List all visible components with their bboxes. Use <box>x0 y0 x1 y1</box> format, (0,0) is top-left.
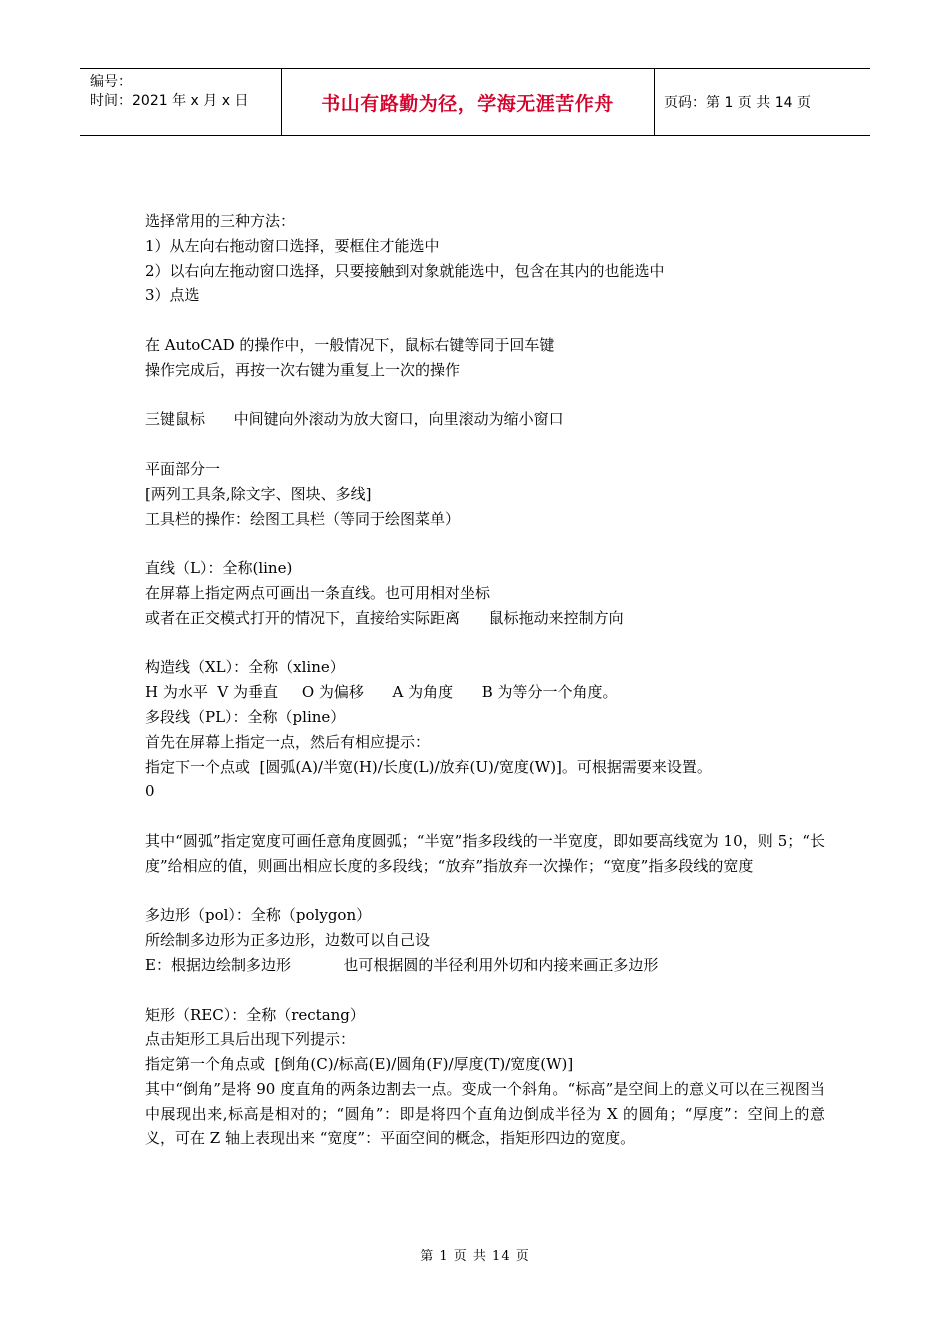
document-header <box>80 68 870 136</box>
command-heading: 多段线（PL）：全称（pline） <box>145 707 346 726</box>
text-line: 首先在屏幕上指定一点，然后有相应提示： <box>145 732 431 751</box>
text-line: H 为水平 V 为垂直 O 为偏移 A 为角度 B 为等分一个角度。 <box>145 683 618 702</box>
text-line: 0 <box>145 782 155 801</box>
blank-line <box>145 531 825 556</box>
text-line: 三键鼠标 中间键向外滚动为放大窗口，向里滚动为缩小窗口 <box>145 410 564 429</box>
command-heading: 矩形（REC）：全称（rectang） <box>145 1005 365 1024</box>
command-heading: 多边形（pol）：全称（polygon） <box>145 906 372 925</box>
text-line: 所绘制多边形为正多边形，边数可以自己设 <box>145 931 431 950</box>
command-heading: 直线（L）：全称(line) <box>145 559 293 578</box>
blank-line <box>145 631 825 656</box>
text-line: [两列工具条,除文字、图块、多线] <box>145 484 372 503</box>
text-line: 或者在正交模式打开的情况下，直接给实际距离 鼠标拖动来控制方向 <box>145 608 624 627</box>
text-line: 在屏幕上指定两点可画出一条直线。也可用相对坐标 <box>145 583 491 602</box>
date-label: 时间：2021 年 x 月 x 日 <box>90 93 249 109</box>
blank-line <box>145 804 825 829</box>
blank-line <box>145 383 825 408</box>
header-motto: 书山有路勤为径，学海无涯苦作舟 <box>321 92 614 115</box>
blank-line <box>145 308 825 333</box>
header-meta <box>90 73 248 111</box>
paragraph: 其中“倒角”是将 90 度直角的两条边割去一点。变成一个斜角。“标高”是空间上的意义可以在三视图当中展现出来,标高是相对的；“圆角”：即是将四个直角边倒成半径为 X 的圆角；“厚度”：空间上的意义，可在 Z 轴上表现出来 “宽度”：平面空间的概念，指矩形四边的宽度。 <box>145 1079 825 1148</box>
text-line: 指定第一个角点或 [倒角(C)/标高(E)/圆角(F)/厚度(T)/宽度(W)] <box>145 1055 574 1074</box>
header-divider-right <box>654 69 655 135</box>
text-line: 选择常用的三种方法： <box>145 212 296 230</box>
text-line: 点击矩形工具后出现下列提示： <box>145 1030 356 1049</box>
text-line: 在 AutoCAD 的操作中，一般情况下，鼠标右键等同于回车键 <box>145 335 555 354</box>
header-page-info: 页码：第 1 页 共 14 页 <box>664 95 811 111</box>
blank-line <box>145 879 825 904</box>
text-line: 1）从左向右拖动窗口选择，要框住才能选中 <box>145 236 440 255</box>
text-line: 操作完成后，再按一次右键为重复上一次的操作 <box>145 360 461 379</box>
page-footer: 第 1 页 共 14 页 <box>420 1249 530 1264</box>
paragraph: 其中“圆弧”指定宽度可画任意角度圆弧；“半宽”指多段线的一半宽度，即如要高线宽为 10，则 5；“长度”给相应的值，则画出相应长度的多段线；“放弃”指放弃一次操作；“宽度”指多段线的宽度 <box>145 831 825 875</box>
blank-line <box>145 432 825 457</box>
text-line: E：根据边绘制多边形 也可根据圆的半径利用外切和内接来画正多边形 <box>145 955 659 974</box>
text-line: 指定下一个点或 [圆弧(A)/半宽(H)/长度(L)/放弃(U)/宽度(W)]。可根据需要来设置。 <box>145 757 712 776</box>
blank-line <box>145 978 825 1003</box>
serial-number-label: 编号： <box>90 74 132 90</box>
section-heading: 平面部分一 <box>145 459 221 478</box>
text-line: 2）以右向左拖动窗口选择，只要接触到对象就能选中，包含在其内的也能选中 <box>145 261 665 280</box>
text-line: 工具栏的操作：绘图工具栏（等同于绘图菜单） <box>145 509 461 528</box>
command-heading: 构造线（XL）：全称（xline） <box>145 658 345 677</box>
document-body <box>145 209 825 1151</box>
text-line: 3）点选 <box>145 286 200 305</box>
